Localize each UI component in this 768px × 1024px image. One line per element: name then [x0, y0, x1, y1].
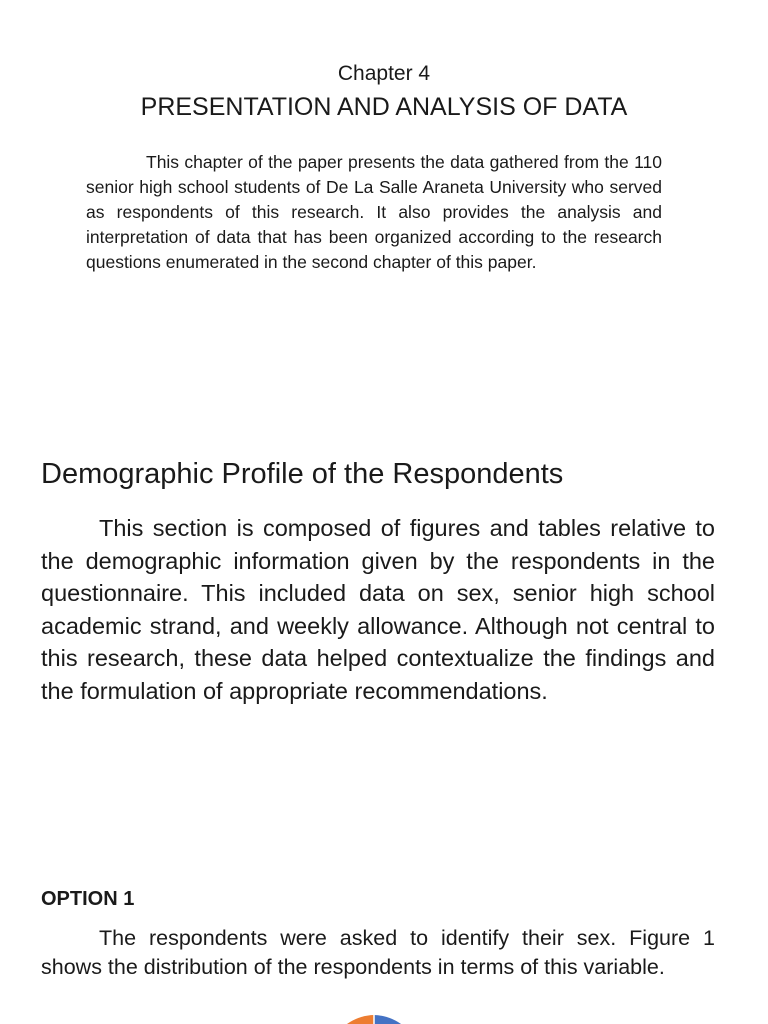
chapter-label: Chapter 4 [337, 62, 431, 85]
option-heading: OPTION 1 [41, 888, 135, 910]
intro-paragraph: This chapter of the paper presents the data gathered from the 110 senior high school students of De La Salle Araneta University who served as respondents of this research. It also provides the analysis and interpretation of data that has been organized according to the research questions enumerated in the second chapter of this paper. [86, 152, 662, 272]
option-paragraph: The respondents were asked to identify their sex. Figure 1 shows the distribution of the respondents in terms of this variable. [41, 926, 715, 979]
chapter-title: PRESENTATION AND ANALYSIS OF DATA [140, 93, 628, 121]
section-paragraph: This section is composed of figures and tables relative to the demographic information given by the respondents in the questionnaire. This included data on sex, senior high school academic strand, and weekly allowance. Although not central to this research, these data helped contextualize the findings and the formulation of appropriate recommendations. [41, 515, 715, 704]
pie-slice-orange [328, 1015, 374, 1024]
section-heading: Demographic Profile of the Respondents [41, 458, 564, 490]
pie-slice-blue [374, 1015, 420, 1024]
pie-chart-svg [328, 1013, 420, 1024]
figure-pie-chart-partial [328, 1012, 420, 1024]
